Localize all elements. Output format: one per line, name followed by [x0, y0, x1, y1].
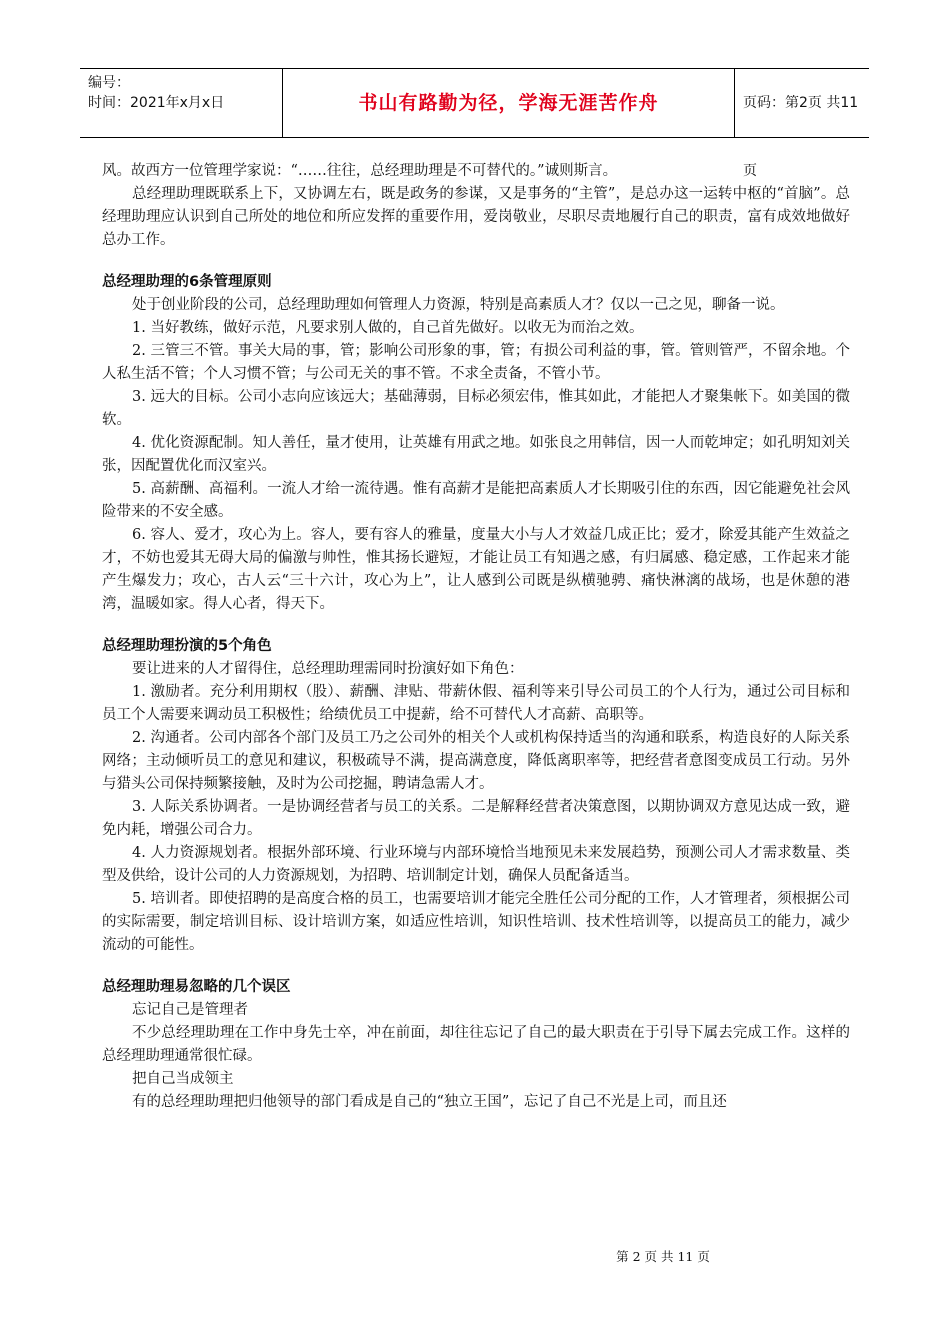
paragraph: 有的总经理助理把归他领导的部门看成是自己的“独立王国”，忘记了自己不光是上司，而且还 [132, 1094, 727, 1110]
list-item: 5. 高薪酬、高福利。一流人才给一流待遇。惟有高薪才是能把高素质人才长期吸引住的东西，因它能避免社会风险带来的不安全感。 [102, 481, 850, 520]
header-meta [80, 69, 283, 137]
list-item: 4. 人力资源规划者。根据外部环境、行业环境与内部环境恰当地预见未来发展趋势，预测公司人才需求数量、类型及供给，设计公司的人力资源规划，为招聘、培训制定计划，确保人员配备适当。 [102, 845, 850, 884]
subheading: 把自己当成领主 [132, 1071, 234, 1087]
document-body [102, 160, 850, 1114]
paragraph: 不少总经理助理在工作中身先士卒，冲在前面，却往往忘记了自己的最大职责在于引导下属去完成工作。这样的总经理助理通常很忙碌。 [102, 1025, 850, 1064]
paragraph: 风。故西方一位管理学家说：“……往往，总经理助理是不可替代的。”诚则斯言。 [102, 163, 618, 179]
section-heading: 总经理助理易忽略的几个误区 [102, 979, 291, 995]
list-item: 3. 人际关系协调者。一是协调经营者与员工的关系。二是解释经营者决策意图，以期协调双方意见达成一致，避免内耗，增强公司合力。 [102, 799, 850, 838]
section-heading: 总经理助理扮演的5个角色 [102, 638, 272, 654]
list-item: 2. 沟通者。公司内部各个部门及员工乃之公司外的相关个人或机构保持适当的沟通和联系，构造良好的人际关系网络；主动倾听员工的意见和建议，积极疏导不满，提高满意度，降低离职率等，把经营者意图变成员工行动。另外与猎头公司保持频繁接触，及时为公司挖掘，聘请急需人才。 [102, 730, 850, 792]
list-item: 5. 培训者。即使招聘的是高度合格的员工，也需要培训才能完全胜任公司分配的工作，人才管理者，须根据公司的实际需要，制定培训目标、设计培训方案，如适应性培训，知识性培训、技术性培训等，以提高员工的能力，减少流动的可能性。 [102, 891, 850, 953]
list-item: 3. 远大的目标。公司小志向应该远大；基础薄弱，目标必须宏伟，惟其如此，才能把人才聚集帐下。如美国的微软。 [102, 389, 850, 428]
paragraph: 要让进来的人才留得住，总经理助理需同时扮演好如下角色： [132, 661, 524, 677]
subheading: 忘记自己是管理者 [132, 1002, 248, 1018]
list-item: 4. 优化资源配制。知人善任，量才使用，让英雄有用武之地。如张良之用韩信，因一人而乾坤定；如孔明知刘关张，因配置优化而汉室兴。 [102, 435, 850, 474]
list-item: 2. 三管三不管。事关大局的事，管；影响公司形象的事，管；有损公司利益的事，管。管则管严，不留余地。个人私生活不管；个人习惯不管；与公司无关的事不管。不求全责备，不管小节。 [102, 343, 850, 382]
list-item: 1. 激励者。充分利用期权（股）、薪酬、津贴、带薪休假、福利等来引导公司员工的个人行为，通过公司目标和员工个人需要来调动员工积极性；给绩优员工中提薪，给不可替代人才高薪、高职等。 [102, 684, 850, 723]
doc-number-label: 编号： [88, 75, 130, 91]
header-motto: 书山有路勤为径，学海无涯苦作舟 [283, 69, 735, 137]
doc-date-label: 时间：2021年x月x日 [88, 95, 225, 111]
page-footer [0, 1247, 950, 1265]
list-item: 1. 当好教练，做好示范，凡要求别人做的，自己首先做好。以收无为而治之效。 [132, 320, 644, 336]
list-item: 6. 容人、爱才，攻心为上。容人，要有容人的雅量，度量大小与人才效益几成正比；爱才，除爱其能产生效益之才，不妨也爱其无碍大局的偏激与帅性，惟其扬长避短，才能让员工有知遇之感，有归属感、稳定感，工作起来才能产生爆发力；攻心，古人云“三十六计，攻心为上”，让人感到公司既是纵横驰骋、痛快淋漓的战场，也是休憩的港湾，温暖如家。得人心者，得天下。 [102, 527, 850, 612]
paragraph: 总经理助理既联系上下，又协调左右，既是政务的参谋，又是事务的“主管”，是总办这一运转中枢的“首脑”。总经理助理应认识到自己所处的地位和所应发挥的重要作用，爱岗敬业，尽职尽责地履行自己的职责，富有成效地做好总办工作。 [102, 186, 850, 248]
footer-page-number: 第 2 页 共 11 页 [616, 1249, 710, 1264]
paragraph: 处于创业阶段的公司，总经理助理如何管理人力资源，特别是高素质人才？仅以一己之见，聊备一说。 [132, 297, 785, 313]
header-page-info: 页码：第2页 共11页 [743, 95, 859, 179]
section-heading: 总经理助理的6条管理原则 [102, 274, 272, 290]
